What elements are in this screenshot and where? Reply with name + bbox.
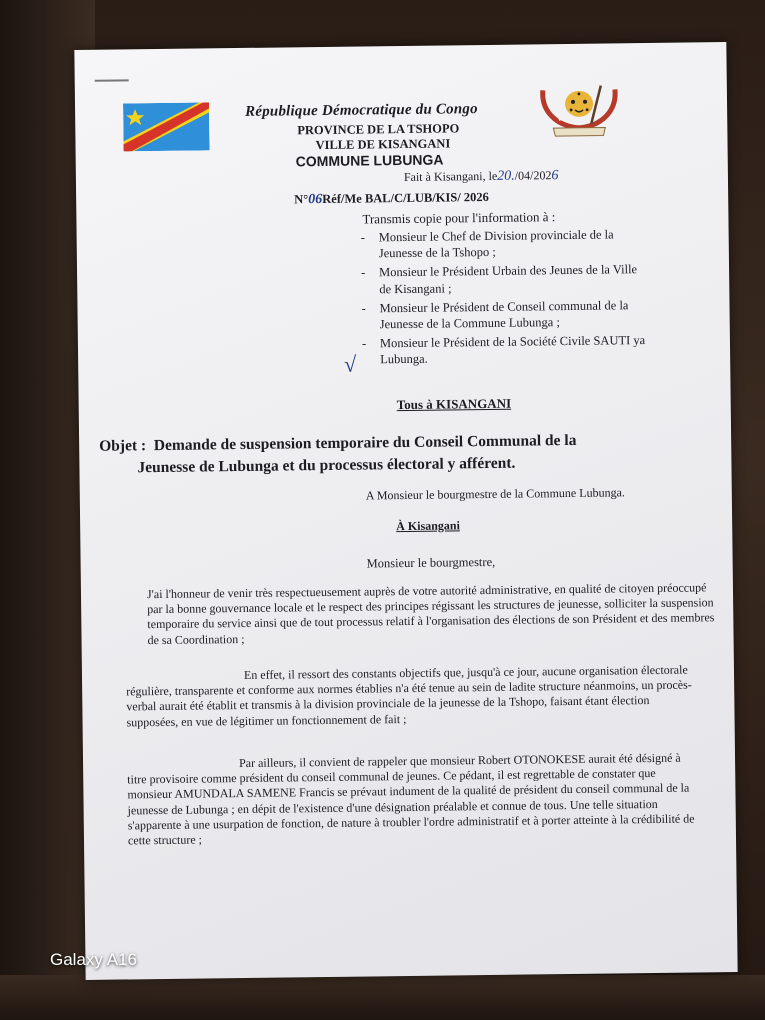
subject-text-line1: Demande de suspension temporaire du Conseil Communal de la xyxy=(153,431,577,455)
handwritten-check-mark: √ xyxy=(344,351,357,377)
recipient-item: - Monsieur le Président Urbain des Jeunes de la Ville de Kisangani ; xyxy=(361,261,651,297)
copy-intro: Transmis copie pour l'information à : xyxy=(362,209,556,227)
date-line xyxy=(404,168,559,186)
table-surface-bottom xyxy=(0,975,765,1020)
date-prefix: Fait à Kisangani, le xyxy=(403,168,498,184)
province-heading: PROVINCE DE LA TSHOPO xyxy=(297,121,460,138)
coat-of-arms-icon xyxy=(537,79,622,138)
republic-heading: République Démocratique du Congo xyxy=(245,101,478,120)
addressee-city: À Kisangani xyxy=(396,518,460,534)
salutation: Monsieur le bourgmestre, xyxy=(366,554,496,571)
recipient-list xyxy=(361,226,653,371)
handwritten-ref-number: 06 xyxy=(308,192,323,208)
date-middle: /04/202 xyxy=(514,168,552,183)
pencil-mark xyxy=(95,79,129,81)
addressee-line: A Monsieur le bourgmestre de la Commune Lubunga. xyxy=(365,485,625,503)
body-paragraph: Par ailleurs, il convient de rappeler que monsieur Robert OTONOKESE aurait été désigné à titre provisoire comme président du conseil communal de jeunes. Ce pédant, il est regrettable de constater que monsieur AMUNDALA SAMENE Francis se prévaut indument de la qualité de président du conseil communal de la jeunesse de Lubunga ; en dépit de l'existence d'une désignation préalable et connue de tous. Une telle situation s'apparente à une usurpation de fonction, de nature à troubler l'ordre administratif et à porter atteinte à la crédibilité de cette structure ; xyxy=(127,750,695,848)
all-recipients-location: Tous à KISANGANI xyxy=(396,395,512,413)
commune-heading: COMMUNE LUBUNGA xyxy=(295,151,444,170)
recipient-item: - Monsieur le Chef de Division provinciale de la Jeunesse de la Tshopo ; xyxy=(361,226,651,262)
recipient-item: - Monsieur le Président de Conseil communal de la Jeunesse de la Commune Lubunga ; xyxy=(361,297,651,333)
subject-text-line2: Jeunesse de Lubunga et du processus électoral y afférent. xyxy=(137,454,516,477)
reference-number xyxy=(294,190,489,208)
ref-prefix: N° xyxy=(294,192,309,207)
ref-text: Réf/Me BAL/C/LUB/KIS/ 2026 xyxy=(322,189,489,206)
body-paragraph: En effet, il ressort des constants objectifs que, jusqu'à ce jour, aucune organisation électorale régulière, transparente et conforme aux normes établies n'a été tenue au sein de ladite structure néanmoins, un procès-verbal aurait été établit et transmis à la division provinciale de la jeunesse de la Tshopo, faisant étant élection supposées, en vue de légitimer un fonctionnement de fait ; xyxy=(126,662,692,730)
subject-label: Objet xyxy=(99,437,138,455)
letter-document xyxy=(74,42,737,980)
subject-line: Objet : Demande de suspension temporaire du Conseil Communal de la Jeunesse de Lubunga et du processus électoral y afférent. xyxy=(99,428,709,479)
recipient-item: - Monsieur le Président de la Société Civile SAUTI ya Lubunga. xyxy=(362,332,652,368)
camera-watermark: Galaxy A16 xyxy=(50,950,137,969)
city-heading: VILLE DE KISANGANI xyxy=(315,136,451,153)
drc-flag-icon xyxy=(123,102,210,151)
handwritten-year: 6 xyxy=(551,168,559,184)
body-paragraph: J'ai l'honneur de venir très respectueusement auprès de votre autorité administrative, en qualité de citoyen préoccupé par la bonne gouvernance locale et le respect des principes régissant les structures de jeunesse, solliciter la suspension temporaire du service ainsi que de tout processus relatif à l'organisation des élections de son Président et des membres de sa Coordination ; xyxy=(146,580,715,647)
handwritten-day: 20. xyxy=(497,168,515,184)
